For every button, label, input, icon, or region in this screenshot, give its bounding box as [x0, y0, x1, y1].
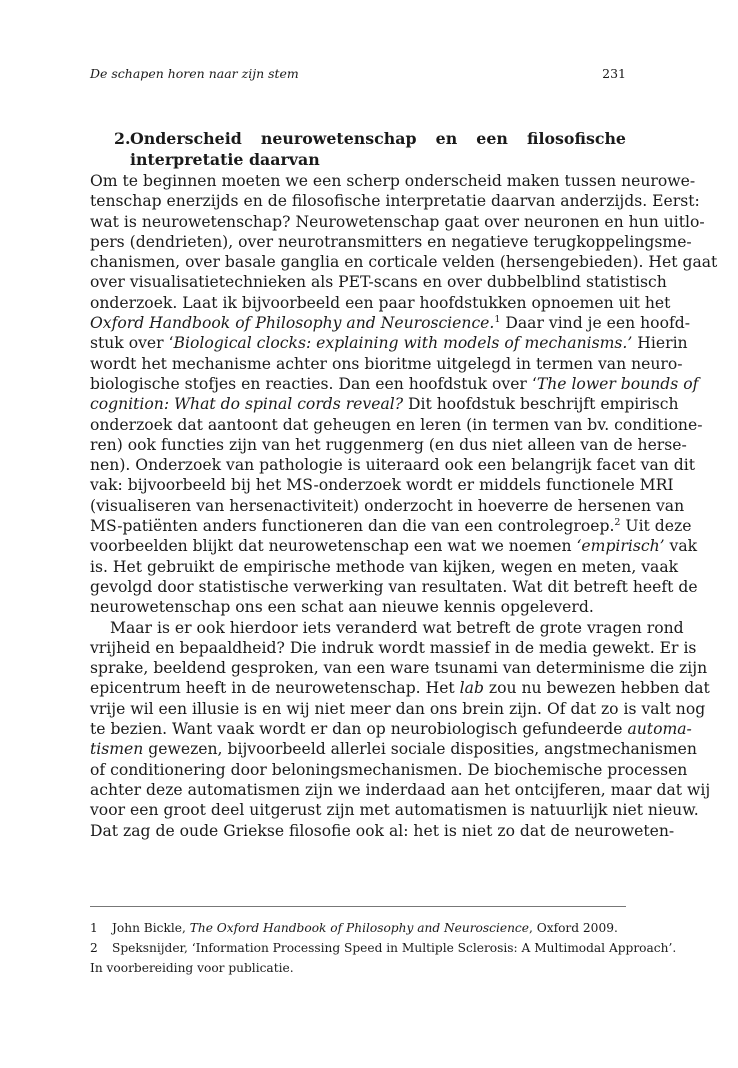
text-line: tenschap enerzijds en de filosofische interpretatie daarvan anderzijds. Eerst: [90, 192, 700, 211]
text-line: vak: bijvoorbeeld bij het MS-onderzoek wordt er middels functionele MRI [90, 476, 674, 495]
footnote-divider [90, 906, 626, 907]
text-line: chanismen, over basale ganglia en corticale velden (hersengebieden). Het gaat [90, 253, 718, 272]
text-line: voorbeelden blijkt dat neurowetenschap een wat we noemen ‘empirisch’ vak [90, 537, 698, 556]
text-line: tismen gewezen, bijvoorbeeld allerlei sociale disposities, angstmechanismen [90, 740, 697, 759]
text-line: te bezien. Want vaak wordt er dan op neurobiologisch gefundeerde automa- [90, 720, 692, 739]
text-line: cognition: What do spinal cords reveal? Dit hoofdstuk beschrijft empirisch [90, 395, 679, 414]
text-line: achter deze automatismen zijn we inderdaad aan het ontcijferen, maar dat wij [90, 780, 711, 799]
footnotes [90, 918, 677, 978]
text-line: gevolgd door statistische verwerking van resultaten. Wat dit betreft heeft de [90, 577, 698, 596]
text-line: ren) ook functies zijn van het ruggenmerg (en dus niet alleen van de herse- [90, 435, 687, 454]
text-line: vrijheid en bepaaldheid? Die indruk wordt massief in de media gewekt. Er is [90, 638, 697, 657]
text-line: Dat zag de oude Griekse filosofie ook al: het is niet zo dat de neuroweten- [90, 821, 675, 840]
text-line: sprake, beeldend gesproken, van een ware tsunami van determinisme die zijn [90, 659, 708, 678]
section-number: 2. [114, 129, 131, 148]
body-text [90, 171, 718, 841]
section-title: Onderscheid neurowetenschap en een filosofische interpretatie daarvan [130, 129, 626, 169]
text-line: epicentrum heeft in de neurowetenschap. Het lab zou nu bewezen hebben dat [90, 679, 710, 698]
text-line: wat is neurowetenschap? Neurowetenschap gaat over neuronen en hun uitlo- [90, 212, 705, 231]
text-line: Oxford Handbook of Philosophy and Neuroscience.$^1$ Daar vind je een hoofd- [90, 314, 690, 333]
page-number: 231 [602, 66, 626, 81]
emphasis: automa- [627, 720, 692, 739]
emphasis: lab [459, 679, 484, 698]
running-head [90, 66, 626, 81]
section-heading [114, 128, 626, 170]
text-line: pers (dendrieten), over neurotransmitters en negatieve terugkoppelingsme- [90, 232, 692, 251]
emphasis: ‘empirisch’ [576, 537, 665, 556]
text-line: stuk over ‘Biological clocks: explaining with models of mechanisms.’ Hierin [90, 334, 688, 353]
text-line: of conditionering door beloningsmechanismen. De biochemische processen [90, 760, 688, 779]
text-line: onderzoek dat aantoont dat geheugen en leren (in termen van bv. conditione- [90, 415, 703, 434]
running-head-title: De schapen horen naar zijn stem [90, 66, 299, 81]
text-line: neurowetenschap ons een schat aan nieuwe kennis opgeleverd. [90, 598, 594, 617]
text-line: (visualiseren van hersenactiviteit) onderzocht in hoeverre de hersenen van [90, 496, 685, 515]
footnote-ref-2[interactable]: 2 [614, 517, 621, 529]
text-line: MS-patiënten anders functioneren dan die van een controlegroep.$^2$ Uit deze [90, 517, 692, 536]
book-title: Oxford Handbook of Philosophy and Neuroscience. [90, 314, 495, 333]
text-line: Om te beginnen moeten we een scherp onderscheid maken tussen neurowe- [90, 172, 696, 190]
text-line: over visualisatietechnieken als PET-scans en over dubbelblind statistisch [90, 273, 667, 292]
chapter-title: The lower bounds of [536, 374, 699, 393]
text-line: is. Het gebruikt de empirische methode van kijken, wegen en meten, vaak [90, 557, 679, 576]
emphasis: tismen [90, 740, 144, 759]
footnote-2: 2 Speksnijder, ‘Information Processing Speed in Multiple Sclerosis: A Multimodal Approach’. [90, 941, 677, 955]
footnote-2-continuation: In voorbereiding voor publicatie. [90, 961, 294, 975]
text-line: biologische stofjes en reacties. Dan een hoofdstuk over ‘The lower bounds of [90, 374, 699, 393]
text-line: wordt het mechanisme achter ons bioritme uitgelegd in termen van neuro- [90, 354, 683, 373]
chapter-title: cognition: What do spinal cords reveal? [90, 395, 404, 414]
text-line: nen). Onderzoek van pathologie is uiteraard ook een belangrijk facet van dit [90, 456, 696, 475]
chapter-title: Biological clocks: explaining with models of mechanisms.’ [173, 334, 633, 353]
text-line: Maar is er ook hierdoor iets veranderd wat betreft de grote vragen rond [110, 618, 684, 637]
text-line: onderzoek. Laat ik bijvoorbeeld een paar hoofdstukken opnoemen uit het [90, 293, 671, 312]
text-line: vrije wil een illusie is en wij niet meer dan ons brein zijn. Of dat zo is valt nog [90, 699, 706, 718]
footnote-1: 1 John Bickle, The Oxford Handbook of Philosophy and Neuroscience, Oxford 2009. [90, 921, 618, 935]
footnote-ref-1[interactable]: 1 [494, 314, 501, 326]
text-line: voor een groot deel uitgerust zijn met automatismen is natuurlijk niet nieuw. [90, 801, 699, 820]
